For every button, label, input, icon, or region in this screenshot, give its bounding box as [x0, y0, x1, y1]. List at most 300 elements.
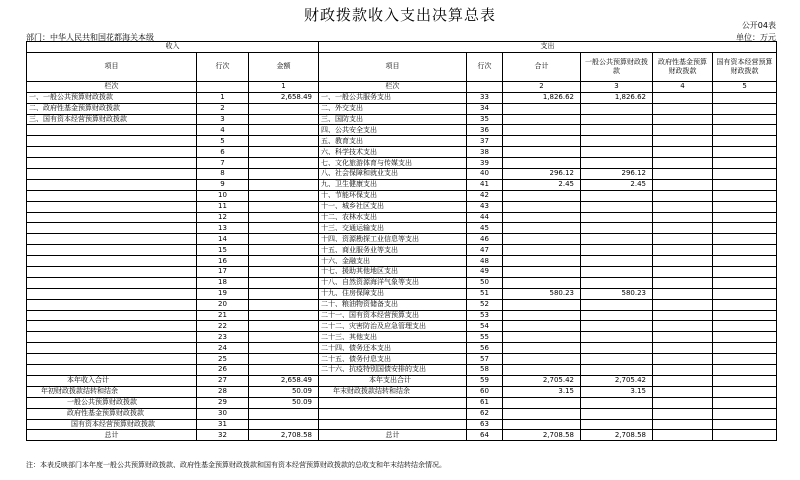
expense-total	[503, 419, 581, 430]
expense-total: 2,705.42	[503, 375, 581, 386]
expense-line-no: 56	[467, 343, 503, 354]
expense-total	[503, 201, 581, 212]
income-item: 一般公共预算财政拨款	[27, 397, 197, 408]
table-row	[27, 408, 777, 419]
table-row	[27, 419, 777, 430]
expense-general-budget: 296.12	[581, 169, 653, 180]
expense-line-no: 54	[467, 321, 503, 332]
income-item	[27, 169, 197, 180]
report-title: 财政拨款收入支出决算总表	[303, 6, 496, 24]
expense-fund-budget	[653, 114, 713, 125]
expense-state-capital	[713, 343, 777, 354]
table-row	[27, 158, 777, 169]
expense-line-no: 50	[467, 277, 503, 288]
expense-general-budget	[581, 354, 653, 365]
expense-general-budget	[581, 114, 653, 125]
income-item: 年初财政拨款结转和结余	[27, 386, 197, 397]
expense-general-budget	[581, 310, 653, 321]
income-amount	[249, 169, 319, 180]
expense-line-no: 39	[467, 158, 503, 169]
expense-total	[503, 310, 581, 321]
expense-fund-budget	[653, 419, 713, 430]
income-amount	[249, 190, 319, 201]
expense-item: 六、科学技术支出	[319, 147, 467, 158]
income-amount	[249, 158, 319, 169]
income-line-no: 31	[197, 419, 249, 430]
expense-total	[503, 354, 581, 365]
income-line-no: 29	[197, 397, 249, 408]
table-row	[27, 136, 777, 147]
expense-item: 总计	[319, 430, 467, 441]
expense-item: 二十四、债务还本支出	[319, 343, 467, 354]
expense-general-budget	[581, 332, 653, 343]
expense-fund-budget	[653, 277, 713, 288]
expense-line-no: 47	[467, 245, 503, 256]
col-number: 4	[653, 81, 713, 92]
expense-item: 十、节能环保支出	[319, 190, 467, 201]
expense-item: 年末财政拨款结转和结余	[319, 386, 467, 397]
col-number: 3	[581, 81, 653, 92]
expense-header: 支出	[319, 42, 777, 53]
fund-budget-header: 政府性基金预算财政拨款	[653, 52, 713, 81]
expense-item: 二十二、灾害防治及应急管理支出	[319, 321, 467, 332]
expense-state-capital	[713, 310, 777, 321]
expense-line-no: 57	[467, 354, 503, 365]
table-row	[27, 212, 777, 223]
expense-item: 八、社会保障和就业支出	[319, 169, 467, 180]
expense-state-capital	[713, 288, 777, 299]
expense-general-budget	[581, 190, 653, 201]
income-line-no: 5	[197, 136, 249, 147]
expense-state-capital	[713, 256, 777, 267]
table-row	[27, 430, 777, 441]
income-amount	[249, 365, 319, 376]
income-amount	[249, 147, 319, 158]
expense-total: 296.12	[503, 169, 581, 180]
expense-fund-budget	[653, 256, 713, 267]
table-row	[27, 223, 777, 234]
table-row	[27, 386, 777, 397]
expense-line-no: 58	[467, 365, 503, 376]
expense-fund-budget	[653, 430, 713, 441]
income-line-no: 24	[197, 343, 249, 354]
expense-total	[503, 343, 581, 354]
expense-fund-budget	[653, 310, 713, 321]
expense-state-capital	[713, 386, 777, 397]
income-line-no: 15	[197, 245, 249, 256]
expense-line-no: 34	[467, 103, 503, 114]
income-amount	[249, 277, 319, 288]
expense-item: 二十、粮油物资储备支出	[319, 299, 467, 310]
expense-fund-budget	[653, 343, 713, 354]
expense-total	[503, 321, 581, 332]
col-number: 5	[713, 81, 777, 92]
expense-state-capital	[713, 136, 777, 147]
expense-item: 三、国防支出	[319, 114, 467, 125]
income-amount	[249, 332, 319, 343]
income-line-no: 11	[197, 201, 249, 212]
expense-item: 二十五、债务付息支出	[319, 354, 467, 365]
expense-state-capital	[713, 223, 777, 234]
expense-general-budget	[581, 223, 653, 234]
table-row	[27, 343, 777, 354]
expense-state-capital	[713, 92, 777, 103]
expense-fund-budget	[653, 147, 713, 158]
income-amount	[249, 408, 319, 419]
income-line-no: 21	[197, 310, 249, 321]
income-amount: 50.09	[249, 397, 319, 408]
expense-item: 十三、交通运输支出	[319, 223, 467, 234]
expense-fund-budget	[653, 408, 713, 419]
income-line-no: 16	[197, 256, 249, 267]
table-row	[27, 169, 777, 180]
expense-state-capital	[713, 158, 777, 169]
expense-item: 十五、商业服务业等支出	[319, 245, 467, 256]
income-amount: 50.09	[249, 386, 319, 397]
col-number: 2	[503, 81, 581, 92]
income-line-no: 23	[197, 332, 249, 343]
expense-line-no: 46	[467, 234, 503, 245]
expense-state-capital	[713, 419, 777, 430]
table-row	[27, 321, 777, 332]
expense-total	[503, 125, 581, 136]
expense-item: 七、文化旅游体育与传媒支出	[319, 158, 467, 169]
income-item	[27, 179, 197, 190]
expense-line-no: 43	[467, 201, 503, 212]
income-amount	[249, 201, 319, 212]
income-line-no: 20	[197, 299, 249, 310]
income-amount	[249, 267, 319, 278]
expense-total	[503, 365, 581, 376]
income-line-no: 28	[197, 386, 249, 397]
income-item-header: 项目	[27, 52, 197, 81]
income-line-no: 7	[197, 158, 249, 169]
expense-fund-budget	[653, 245, 713, 256]
income-item	[27, 321, 197, 332]
income-amount	[249, 136, 319, 147]
income-amount	[249, 212, 319, 223]
income-item	[27, 365, 197, 376]
expense-fund-budget	[653, 169, 713, 180]
department-label: 部门：中华人民共和国花都海关本级	[26, 33, 154, 42]
expense-general-budget: 3.15	[581, 386, 653, 397]
income-amount	[249, 114, 319, 125]
income-line-no: 25	[197, 354, 249, 365]
income-item: 政府性基金预算财政拨款	[27, 408, 197, 419]
table-row	[27, 234, 777, 245]
expense-item: 十九、住房保障支出	[319, 288, 467, 299]
table-row	[27, 365, 777, 376]
expense-fund-budget	[653, 201, 713, 212]
expense-state-capital	[713, 430, 777, 441]
col-label-left: 栏次	[27, 81, 197, 92]
expense-item: 一、一般公共服务支出	[319, 92, 467, 103]
unit-label: 单位：万元	[736, 33, 776, 42]
expense-fund-budget	[653, 92, 713, 103]
income-item: 总计	[27, 430, 197, 441]
expense-line-no: 51	[467, 288, 503, 299]
expense-state-capital	[713, 114, 777, 125]
col-blank	[467, 81, 503, 92]
income-item	[27, 158, 197, 169]
income-amount	[249, 288, 319, 299]
table-row	[27, 245, 777, 256]
income-line-no: 8	[197, 169, 249, 180]
expense-state-capital	[713, 321, 777, 332]
expense-item: 二十一、国有资本经营预算支出	[319, 310, 467, 321]
table-row	[27, 397, 777, 408]
expense-fund-budget	[653, 212, 713, 223]
income-item	[27, 288, 197, 299]
income-line-header: 行次	[197, 52, 249, 81]
income-item	[27, 190, 197, 201]
income-amount	[249, 354, 319, 365]
expense-state-capital	[713, 365, 777, 376]
general-budget-header: 一般公共预算财政拨款	[581, 52, 653, 81]
expense-item: 二十三、其他支出	[319, 332, 467, 343]
income-amount: 2,658.49	[249, 92, 319, 103]
income-line-no: 14	[197, 234, 249, 245]
expense-state-capital	[713, 354, 777, 365]
expense-state-capital	[713, 169, 777, 180]
expense-item: 十四、资源勘探工业信息等支出	[319, 234, 467, 245]
income-item	[27, 212, 197, 223]
expense-item	[319, 408, 467, 419]
expense-total: 580.23	[503, 288, 581, 299]
expense-state-capital	[713, 234, 777, 245]
expense-fund-budget	[653, 267, 713, 278]
income-amount	[249, 234, 319, 245]
expense-general-budget: 1,826.62	[581, 92, 653, 103]
expense-state-capital	[713, 397, 777, 408]
expense-general-budget	[581, 321, 653, 332]
income-item: 本年收入合计	[27, 375, 197, 386]
expense-total: 3.15	[503, 386, 581, 397]
expense-total	[503, 245, 581, 256]
table-row	[27, 147, 777, 158]
table-row	[27, 179, 777, 190]
expense-general-budget	[581, 267, 653, 278]
expense-line-no: 49	[467, 267, 503, 278]
income-amount	[249, 256, 319, 267]
income-item	[27, 299, 197, 310]
expense-total	[503, 136, 581, 147]
expense-line-no: 52	[467, 299, 503, 310]
income-amount	[249, 299, 319, 310]
expense-state-capital	[713, 299, 777, 310]
income-item	[27, 277, 197, 288]
expense-line-no: 38	[467, 147, 503, 158]
expense-state-capital	[713, 179, 777, 190]
table-row	[27, 375, 777, 386]
income-amount	[249, 125, 319, 136]
income-line-no: 30	[197, 408, 249, 419]
col-label-right: 栏次	[319, 81, 467, 92]
expense-general-budget	[581, 103, 653, 114]
income-amount	[249, 343, 319, 354]
expense-fund-budget	[653, 234, 713, 245]
table-row	[27, 267, 777, 278]
income-amount	[249, 310, 319, 321]
expense-line-no: 42	[467, 190, 503, 201]
expense-line-no: 41	[467, 179, 503, 190]
expense-line-no: 55	[467, 332, 503, 343]
expense-fund-budget	[653, 288, 713, 299]
income-item: 国有资本经营预算财政拨款	[27, 419, 197, 430]
expense-state-capital	[713, 190, 777, 201]
income-amount	[249, 103, 319, 114]
expense-line-no: 53	[467, 310, 503, 321]
table-row	[27, 299, 777, 310]
income-line-no: 1	[197, 92, 249, 103]
expense-total	[503, 212, 581, 223]
expense-total-header: 合计	[503, 52, 581, 81]
income-item	[27, 147, 197, 158]
income-line-no: 2	[197, 103, 249, 114]
expense-total: 1,826.62	[503, 92, 581, 103]
expense-item: 本年支出合计	[319, 375, 467, 386]
expense-item: 十八、自然资源海洋气象等支出	[319, 277, 467, 288]
expense-total	[503, 299, 581, 310]
expense-line-no: 48	[467, 256, 503, 267]
expense-general-budget	[581, 158, 653, 169]
income-line-no: 26	[197, 365, 249, 376]
income-header: 收入	[27, 42, 319, 53]
expense-state-capital	[713, 408, 777, 419]
expense-line-no: 45	[467, 223, 503, 234]
income-item	[27, 125, 197, 136]
income-line-no: 9	[197, 179, 249, 190]
income-item	[27, 310, 197, 321]
expense-total	[503, 332, 581, 343]
budget-summary-table	[26, 41, 777, 441]
income-amount	[249, 223, 319, 234]
expense-item	[319, 419, 467, 430]
expense-fund-budget	[653, 103, 713, 114]
expense-line-no: 36	[467, 125, 503, 136]
expense-line-no: 37	[467, 136, 503, 147]
expense-state-capital	[713, 332, 777, 343]
expense-fund-budget	[653, 375, 713, 386]
income-item	[27, 201, 197, 212]
expense-total	[503, 256, 581, 267]
expense-state-capital	[713, 375, 777, 386]
income-line-no: 12	[197, 212, 249, 223]
income-item	[27, 256, 197, 267]
expense-line-no: 44	[467, 212, 503, 223]
income-line-no: 6	[197, 147, 249, 158]
expense-item: 二十六、抗疫特别国债安排的支出	[319, 365, 467, 376]
expense-fund-budget	[653, 332, 713, 343]
expense-total	[503, 190, 581, 201]
expense-item: 二、外交支出	[319, 103, 467, 114]
expense-general-budget: 2.45	[581, 179, 653, 190]
expense-fund-budget	[653, 365, 713, 376]
expense-fund-budget	[653, 158, 713, 169]
expense-general-budget	[581, 147, 653, 158]
table-row	[27, 114, 777, 125]
expense-general-budget	[581, 201, 653, 212]
expense-general-budget	[581, 419, 653, 430]
income-amount: 2,658.49	[249, 375, 319, 386]
income-amount	[249, 179, 319, 190]
expense-state-capital	[713, 277, 777, 288]
income-line-no: 27	[197, 375, 249, 386]
table-row	[27, 103, 777, 114]
expense-item: 五、教育支出	[319, 136, 467, 147]
expense-total: 2,708.58	[503, 430, 581, 441]
expense-line-no: 35	[467, 114, 503, 125]
expense-general-budget	[581, 277, 653, 288]
income-item: 一、一般公共预算财政拨款	[27, 92, 197, 103]
expense-item-header: 项目	[319, 52, 467, 81]
income-line-no: 4	[197, 125, 249, 136]
expense-fund-budget	[653, 223, 713, 234]
expense-item: 四、公共安全支出	[319, 125, 467, 136]
expense-state-capital	[713, 103, 777, 114]
expense-total	[503, 114, 581, 125]
expense-line-header: 行次	[467, 52, 503, 81]
expense-total	[503, 397, 581, 408]
expense-total	[503, 267, 581, 278]
expense-total	[503, 408, 581, 419]
expense-fund-budget	[653, 125, 713, 136]
expense-total	[503, 103, 581, 114]
expense-total	[503, 158, 581, 169]
expense-line-no: 59	[467, 375, 503, 386]
table-row	[27, 190, 777, 201]
income-item	[27, 223, 197, 234]
expense-fund-budget	[653, 299, 713, 310]
expense-state-capital	[713, 245, 777, 256]
income-line-no: 3	[197, 114, 249, 125]
table-row	[27, 92, 777, 103]
income-line-no: 22	[197, 321, 249, 332]
income-amount-header: 金额	[249, 52, 319, 81]
income-amount	[249, 419, 319, 430]
income-item: 三、国有资本经营预算财政拨款	[27, 114, 197, 125]
footnote: 注：本表反映部门本年度一般公共预算财政拨款、政府性基金预算财政拨款和国有资本经营预算财政拨款的总收支和年末结转结余情况。	[26, 461, 446, 469]
expense-general-budget	[581, 365, 653, 376]
expense-general-budget	[581, 136, 653, 147]
expense-general-budget	[581, 256, 653, 267]
expense-state-capital	[713, 212, 777, 223]
income-item	[27, 267, 197, 278]
expense-line-no: 64	[467, 430, 503, 441]
expense-line-no: 40	[467, 169, 503, 180]
table-row	[27, 310, 777, 321]
expense-general-budget	[581, 397, 653, 408]
table-row	[27, 125, 777, 136]
income-line-no: 32	[197, 430, 249, 441]
expense-total: 2.45	[503, 179, 581, 190]
expense-fund-budget	[653, 190, 713, 201]
expense-item: 十一、城乡社区支出	[319, 201, 467, 212]
income-amount	[249, 245, 319, 256]
income-item: 二、政府性基金预算财政拨款	[27, 103, 197, 114]
expense-line-no: 61	[467, 397, 503, 408]
col-blank	[197, 81, 249, 92]
expense-general-budget: 580.23	[581, 288, 653, 299]
income-item	[27, 245, 197, 256]
table-row	[27, 277, 777, 288]
income-line-no: 10	[197, 190, 249, 201]
income-amount: 2,708.58	[249, 430, 319, 441]
table-row	[27, 288, 777, 299]
expense-fund-budget	[653, 397, 713, 408]
income-item	[27, 234, 197, 245]
expense-state-capital	[713, 125, 777, 136]
